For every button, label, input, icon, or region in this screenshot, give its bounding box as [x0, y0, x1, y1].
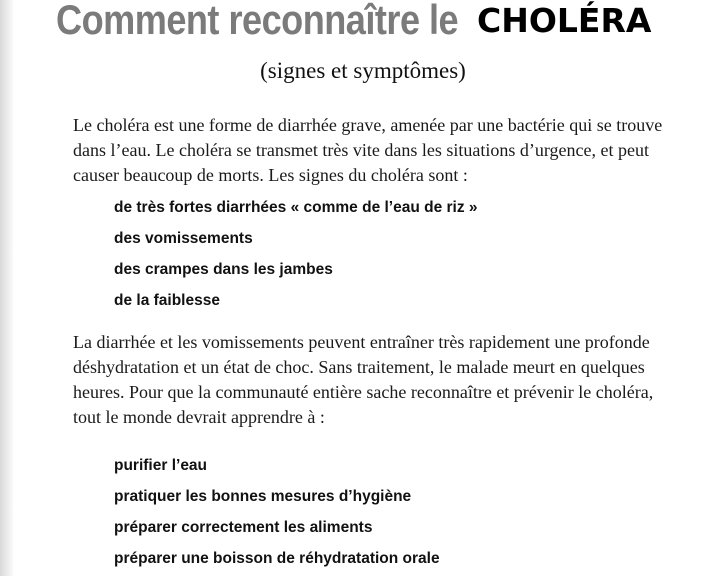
page-edge-shadow: [0, 0, 14, 576]
list-item-sign: de très fortes diarrhées « comme de l’eau de riz »: [114, 199, 478, 216]
title-emphasis-text: CHOLÉRA: [477, 1, 652, 40]
list-item-action: pratiquer les bonnes mesures d’hygiène: [114, 488, 412, 505]
list-item-sign: des crampes dans les jambes: [114, 261, 333, 278]
list-item-sign: des vomissements: [114, 230, 253, 247]
second-paragraph: La diarrhée et les vomissements peuvent entraîner très rapidement une profonde déshydratation et un état de choc. Sans traitement, le malade meurt en quelques heures. Pour que la communauté entière sache reconnaître et prévenir le choléra, tout le monde devrait apprendre à :: [73, 332, 654, 427]
subtitle: (signes et symptômes): [260, 58, 466, 83]
list-item-sign: de la faiblesse: [114, 292, 220, 309]
list-item-action: préparer correctement les aliments: [114, 519, 373, 536]
list-item-action: préparer une boisson de réhydratation orale: [114, 550, 440, 567]
title-main-text: Comment reconnaître le: [56, 0, 459, 43]
page-title: [56, 0, 652, 48]
signs-list: [114, 192, 478, 316]
list-item-action: purifier l’eau: [114, 457, 208, 474]
intro-paragraph: Le choléra est une forme de diarrhée grave, amenée par une bactérie qui se trouve dans l’eau. Le choléra se transmet très vite dans les situations d’urgence, et peut causer beaucoup de morts. Les signes du choléra sont :: [73, 115, 663, 185]
actions-list: [114, 450, 440, 574]
